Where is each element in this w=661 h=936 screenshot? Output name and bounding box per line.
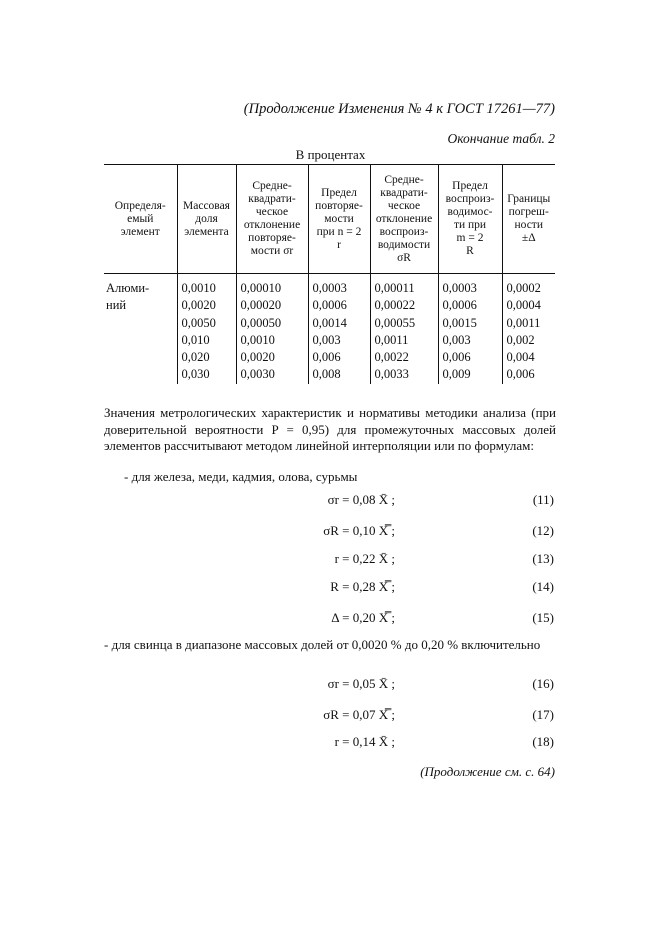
metrology-table: [104, 164, 555, 384]
col-header-element: Определя- емый элемент: [104, 165, 177, 274]
cell-element: Алюми- ний: [106, 281, 150, 313]
formula-number-15: (15): [532, 610, 554, 625]
paragraph-lead: - для свинца в диапазоне массовых долей от 0,0020 % до 0,20 % включительно: [104, 637, 541, 652]
col-header-sigma-r: Средне- квадрати- ческое отклонение повторяе- мости σr: [236, 165, 308, 274]
formula-11: σr = 0,08 X̄ ;: [327, 492, 395, 507]
formula-number-14: (14): [532, 579, 554, 594]
formula-number-11: (11): [532, 492, 554, 507]
formula-number-16: (16): [532, 676, 554, 691]
formula-number-18: (18): [532, 734, 554, 749]
formula-number-13: (13): [532, 551, 554, 566]
formula-number-12: (12): [532, 523, 554, 538]
cell-delta: 0,0002 0,0004 0,0011 0,002 0,004 0,006: [502, 274, 555, 384]
formula-18: r = 0,14 X̄ ;: [334, 734, 395, 749]
cell-sigma-r: 0,00010 0,00020 0,00050 0,0010 0,0020 0,0030: [236, 274, 308, 384]
formula-12: σR = 0,10 X̿ ;: [323, 523, 395, 538]
page-header: (Продолжение Изменения № 4 к ГОСТ 17261—77): [243, 101, 555, 117]
formula-13: r = 0,22 X̄ ;: [334, 551, 395, 566]
col-header-mass-fraction: Массовая доля элемента: [177, 165, 236, 274]
col-header-r: Предел повторяе- мости при n = 2 r: [308, 165, 370, 274]
cell-mass-fraction: 0,0010 0,0020 0,0050 0,010 0,020 0,030: [177, 274, 236, 384]
formula-14: R = 0,28 X̿ ;: [330, 579, 395, 594]
table-row: [104, 274, 555, 384]
table-caption: Окончание табл. 2: [447, 131, 555, 146]
formula-17: σR = 0,07 X̿ ;: [323, 707, 395, 722]
page-footer: (Продолжение см. с. 64): [420, 764, 555, 779]
formula-16: σr = 0,05 X̄ ;: [327, 676, 395, 691]
table-header-row: [104, 165, 555, 274]
col-header-sigma-R: Средне- квадрати- ческое отклонение воспроиз- водимости σR: [370, 165, 438, 274]
paragraph-intro: Значения метрологических характеристик и нормативы методики анализа (при доверительной вероятности P = 0,95) для промежуточных массовых долей элементов рассчитывают методом линейной интерполяции или по формулам:: [104, 405, 556, 453]
formula-number-17: (17): [532, 707, 554, 722]
cell-r: 0,0003 0,0006 0,0014 0,003 0,006 0,008: [308, 274, 370, 384]
col-header-R: Предел воспроиз- водимос- ти при m = 2 R: [438, 165, 502, 274]
cell-sigma-R: 0,00011 0,00022 0,00055 0,0011 0,0022 0,0033: [370, 274, 438, 384]
formula-15: Δ = 0,20 X̿ ;: [331, 610, 395, 625]
cell-R: 0,0003 0,0006 0,0015 0,003 0,006 0,009: [438, 274, 502, 384]
col-header-delta: Границы погреш- ности ±Δ: [502, 165, 555, 274]
list-item-iron-copper: - для железа, меди, кадмия, олова, сурьмы: [124, 469, 358, 484]
units-label: В процентах: [295, 147, 366, 162]
